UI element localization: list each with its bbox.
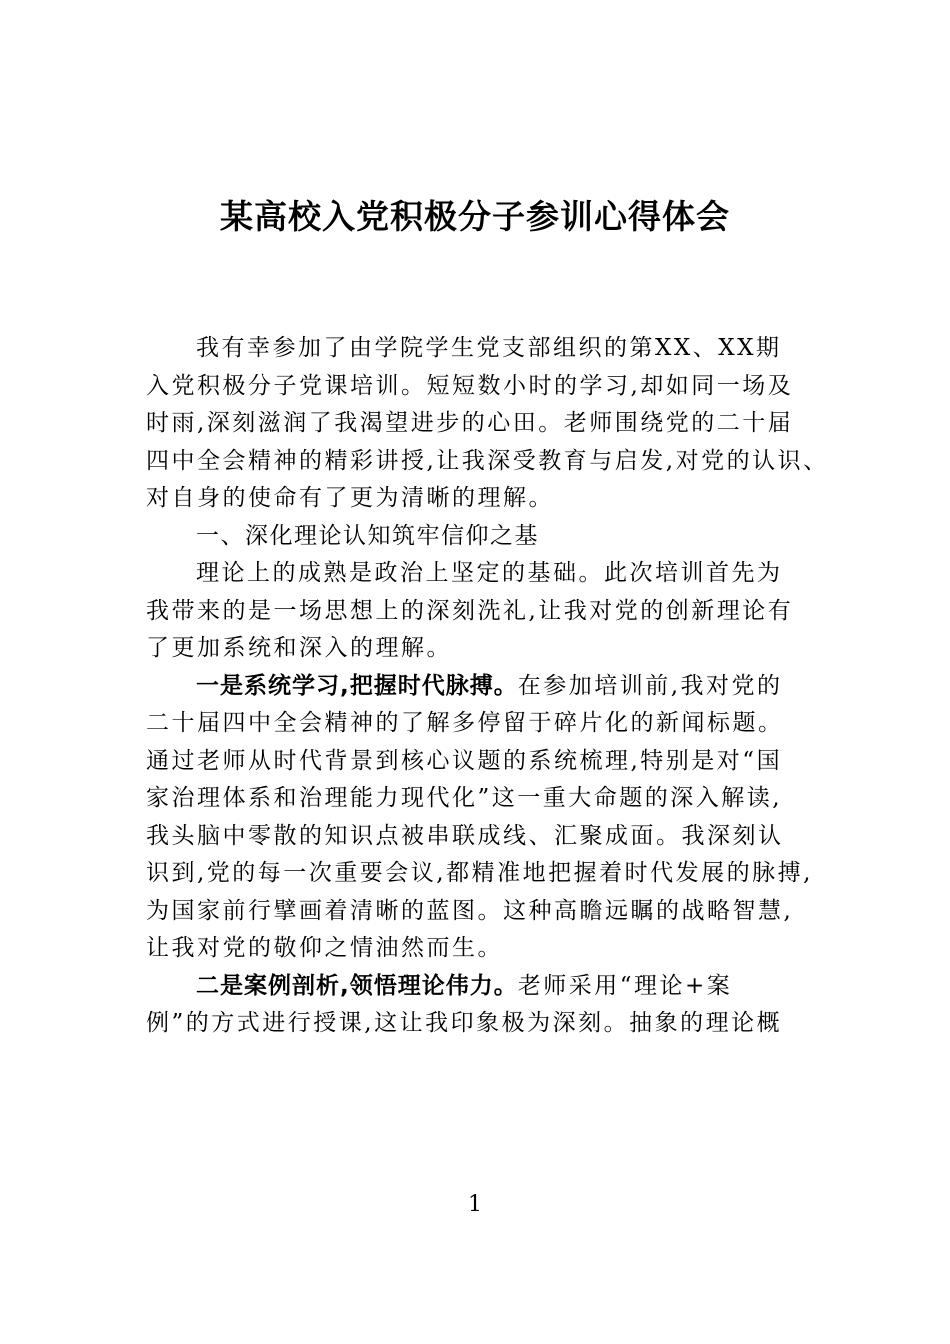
text-line: 让我对党的敬仰之情油然而生。 (146, 935, 503, 961)
intro-paragraph (146, 330, 829, 518)
text-line: 家治理体系和治理能力现代化”这一重大命题的深入解读, (146, 785, 783, 811)
text-line: 理论上的成熟是政治上坚定的基础。此次培训首先为 (196, 560, 783, 586)
text-line: 对自身的使命有了更为清晰的理解。 (146, 485, 554, 511)
point-two-first-line-rest: 老师采用“理论+案 (517, 972, 733, 999)
section-heading: 一、深化理论认知筑牢信仰之基 (196, 522, 539, 549)
section-paragraph (146, 555, 814, 668)
point-one-paragraph (146, 668, 814, 968)
document-title: 某高校入党积极分子参训心得体会 (220, 197, 730, 236)
point-one-lead: 一是系统学习,把握时代脉搏。 (196, 672, 518, 699)
page-number: 1 (468, 1192, 482, 1217)
text-line: 通过老师从时代背景到核心议题的系统梳理,特别是对“国 (146, 747, 783, 774)
point-two-paragraph (146, 968, 814, 1043)
text-line (146, 668, 814, 706)
text-line: 二十届四中全会精神的了解多停留于碎片化的新闻标题。 (146, 710, 784, 736)
text-line: 例”的方式进行授课,这让我印象极为深刻。抽象的理论概 (146, 1010, 783, 1036)
text-line: 我带来的是一场思想上的深刻洗礼,让我对党的创新理论有 (146, 597, 794, 624)
point-one-first-line-rest: 在参加培训前,我对党的 (517, 672, 783, 699)
text-line: 我头脑中零散的知识点被串联成线、汇聚成面。我深刻认 (146, 822, 784, 849)
text-line: 识到,党的每一次重要会议,都精准地把握着时代发展的脉搏, (146, 860, 813, 886)
text-line: 了更加系统和深入的理解。 (146, 635, 452, 661)
text-line: 入党积极分子党课培训。短短数小时的学习,却如同一场及 (146, 372, 794, 399)
text-line: 为国家前行擘画着清晰的蓝图。这种高瞻远瞩的战略智慧, (146, 897, 794, 924)
text-line: 我有幸参加了由学院学生党支部组织的第XX、XX期 (196, 335, 782, 361)
text-line: 四中全会精神的精彩讲授,让我深受教育与启发,对党的认识、 (146, 447, 829, 474)
point-two-lead: 二是案例剖析,领悟理论伟力。 (196, 972, 518, 999)
document-body (146, 330, 829, 1043)
text-line (146, 968, 814, 1006)
text-line: 时雨,深刻滋润了我渴望进步的心田。老师围绕党的二十届 (146, 410, 794, 436)
